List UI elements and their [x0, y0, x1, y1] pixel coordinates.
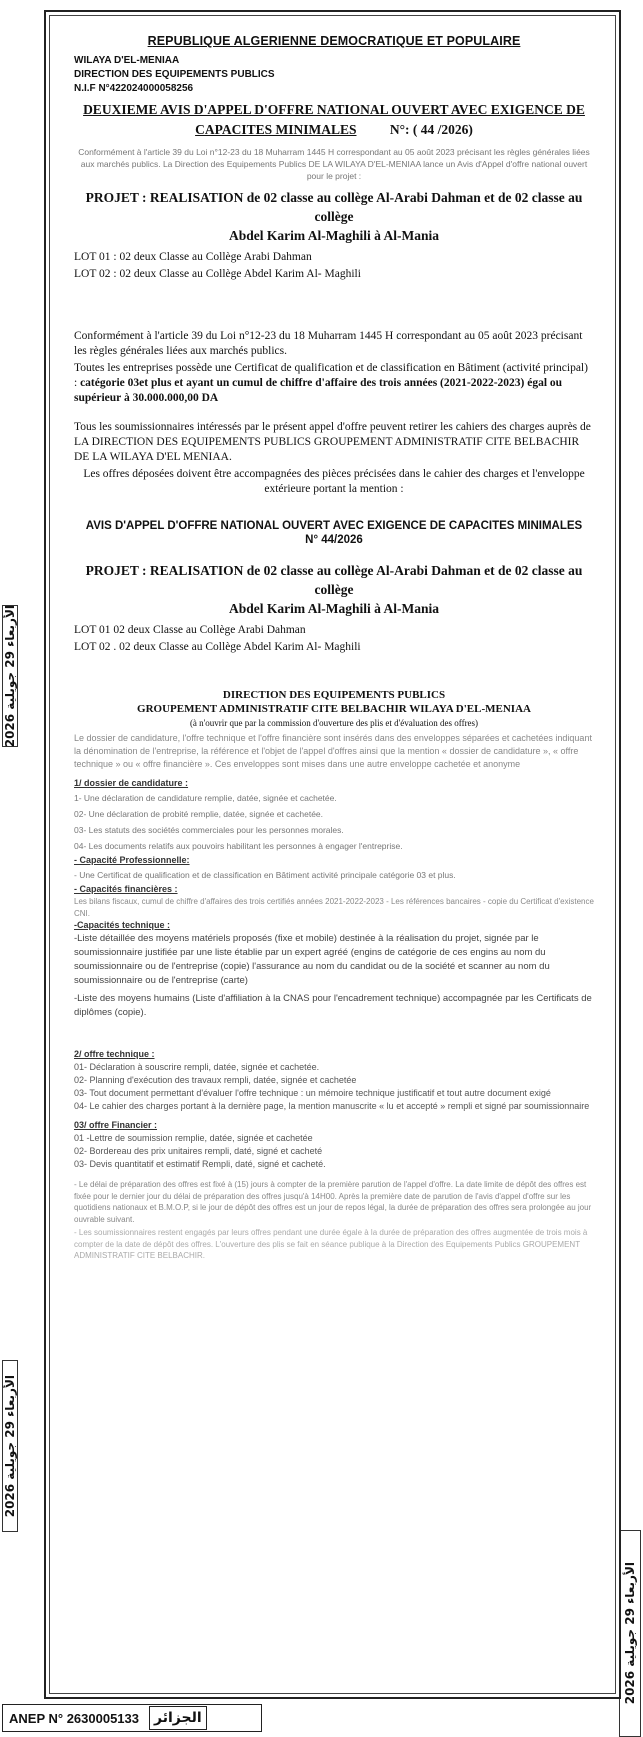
lot-item: LOT 01 : 02 deux Classe au Collège Arabi Dahman	[74, 251, 312, 263]
project-line2: Abdel Karim Al-Maghili à Al-Mania	[228, 601, 439, 616]
project-line2: Abdel Karim Al-Maghili à Al-Mania	[228, 228, 439, 243]
notice-number: N°: ( 44 /2026)	[389, 122, 473, 137]
list-item: 01- Déclaration à souscrire rempli, datée, signée et cachetée.	[74, 1062, 320, 1072]
list-item: 04- Le cahier des charges portant à la dernière page, la mention manuscrite « lu et accepté » rempli et signé par soumissionnaire	[74, 1101, 590, 1111]
technical-offer-section	[74, 1048, 594, 1113]
capacity-tech-text: -Liste détaillée des moyens matériels proposés (fixe et mobile) destinée à la réalisation du projet, signée par le soumissionnaire justifiée par une liste établie par un expert agréé (engins de catégorie de ces engins au nom du soumissionnaire ou de l'entreprise (copie) l'assurance au nom du candidat ou de la société et scanner au nom du soumissionnaire ou de l'entreprise (carte)	[74, 933, 550, 986]
list-item: 01 -Lettre de soumission remplie, datée, signée et cachetée	[74, 1133, 313, 1143]
date-stamp-text: الأربعاء 29 جويلية 2026	[3, 604, 17, 748]
lot-item: LOT 01 02 deux Classe au Collège Arabi Dahman	[74, 624, 306, 636]
eligibility-bold: catégorie 03et plus et ayant un cumul de chiffre d'affaire des trois années (2021-2022-2023) égal ou supérieur à 30.000.000,00 DA	[74, 377, 563, 404]
direction-block	[74, 688, 594, 730]
notice-subtitle	[74, 120, 594, 140]
intro-paragraph: Conformément à l'article 39 du Loi n°12-23 du 18 Muharram 1445 H correspondant au 05 août 2023 précisant les règles générales liées aux marchés publics. La Direction des Equipements Publics DE LA WILAYA D'EL-MENIAA lance un Avis d'Appel d'offre national ouvert pour le projet :	[78, 147, 590, 181]
capacity-pro-text: - Une Certificat de qualification et de classification en Bâtiment activité principale catégorie 03 et plus.	[74, 870, 456, 880]
notice-title: DEUXIEME AVIS D'APPEL D'OFFRE NATIONAL OUVERT AVEC EXIGENCE DE	[83, 102, 585, 117]
deadline-paragraph: - Le délai de préparation des offres est fixé à (15) jours à compter de la première parution de l'appel d'offre. La date limite de dépôt des offres est fixée pour le dernier jour du délai de préparation des offres jusqu'à 14H00. Après la première date de parution de l'avis d'appel d'offre sur les quotidiens nationaux et B.M.O.P, si le jour de dépôt des offres est un jour de repos légal, la durée de préparation des offres sera prolongée au jour ouvrable suivant.	[74, 1180, 592, 1224]
wilaya: WILAYA D'EL-MENIAA	[74, 55, 180, 66]
capacity-tech-text: -Liste des moyens humains (Liste d'affiliation à la CNAS pour l'encadrement technique) accompagnée par les Certificats de diplômes (copie).	[74, 993, 592, 1018]
direction-line1: DIRECTION DES EQUIPEMENTS PUBLICS	[222, 689, 446, 701]
list-item: 04- Les documents relatifs aux pouvoirs habilitant les personnes à engager l'entreprise.	[74, 841, 403, 851]
lots-list	[74, 249, 594, 283]
list-item: 03- Tout document permettant d'évaluer l'offre technique : un mémoire technique justificatif et tout autre document exigé	[74, 1088, 551, 1098]
eligibility-paragraph	[74, 361, 594, 406]
date-stamp-right	[619, 1530, 641, 1737]
mention-paragraph: Les offres déposées doivent être accompagnées des pièces précisées dans le cahier des charges et l'enveloppe extérieure portant la mention :	[83, 468, 585, 495]
left-margin	[0, 0, 22, 1734]
anep-reference	[2, 1704, 262, 1732]
nif: N.I.F N°422024000058256	[74, 83, 194, 94]
technical-offer-title: 2/ offre technique :	[74, 1049, 155, 1059]
mention-line2: N° 44/2026	[305, 534, 363, 546]
capacity-fin-title: - Capacités financières :	[74, 884, 178, 894]
notice-content	[74, 34, 594, 1262]
list-item: 02- Planning d'exécution des travaux rempli, datée, signée et cachetée	[74, 1075, 357, 1085]
capacity-fin-text: Les bilans fiscaux, cumul de chiffre d'affaires des trois certifiés années 2021-2022-2023 - Les références bancaires - copie du Certificat d'existence CNI.	[74, 897, 594, 918]
envelopes-paragraph: Le dossier de candidature, l'offre technique et l'offre financière sont insérés dans des enveloppes séparées et cachetées indiquant la dénomination de l'entreprise, la référence et l'objet de l'appel d'offres ainsi que la mention « dossier de candidature », « offre technique » ou « offre financière ». Ces enveloppes sont mises dans une autre enveloppe cachetée et anonyme	[74, 733, 592, 769]
project-title-2	[74, 561, 594, 618]
direction-line3: (à n'ouvrir que par la commission d'ouverture des plis et d'évaluation des offres)	[189, 718, 479, 728]
title-line2: CAPACITES MINIMALES	[195, 122, 357, 137]
candidature-title: 1/ dossier de candidature :	[74, 778, 189, 788]
direction-line2: GROUPEMENT ADMINISTRATIF CITE BELBACHIR WILAYA D'EL-MENIAA	[137, 703, 531, 715]
republic-header: REPUBLIQUE ALGERIENNE DEMOCRATIQUE ET POPULAIRE	[147, 34, 521, 48]
date-stamp-text: الأربعاء 29 جويلية 2026	[623, 1562, 637, 1705]
anep-number: ANEP N° 2630005133	[9, 1710, 139, 1726]
lot-item: LOT 02 . 02 deux Classe au Collège Abdel Karim Al- Maghili	[74, 641, 361, 653]
candidature-section	[74, 777, 594, 1020]
date-stamp-upper	[2, 605, 18, 747]
date-stamp-lower	[2, 1360, 18, 1532]
eligibility-text: Toutes les entreprises possède une Certificat de qualification et de classification en Bâtiment (activité principal) :	[74, 362, 588, 389]
financial-offer-title: 03/ offre Financier :	[74, 1120, 158, 1130]
validity-paragraph: - Les soumissionnaires restent engagés par leurs offres pendant une durée égale à la durée de préparation des offres augmentée de trois mois à compter de la date de dépôt des offres. L'ouverture des plis se fait en séance publique à la Direction des Equipements Publics GROUPEMENT ADMINISTRATIF CITE BELBACHIR.	[74, 1228, 588, 1260]
financial-offer-section	[74, 1119, 594, 1171]
envelope-mention	[74, 519, 594, 547]
list-item: 03- Devis quantitatif et estimatif Rempli, daté, signé et cacheté.	[74, 1159, 326, 1169]
capacity-tech-title: -Capacités technique :	[74, 920, 171, 930]
lots-list-2	[74, 622, 594, 656]
project-line1: PROJET : REALISATION de 02 classe au collège Al-Arabi Dahman et de 02 classe au collège	[85, 563, 583, 597]
capacity-pro-title: - Capacité Professionnelle:	[74, 855, 190, 865]
list-item: 02- Une déclaration de probité remplie, datée, signée et cachetée.	[74, 809, 324, 819]
direction: DIRECTION DES EQUIPEMENTS PUBLICS	[74, 69, 275, 80]
lot-item: LOT 02 : 02 deux Classe au Collège Abdel Karim Al- Maghili	[74, 268, 361, 280]
mention-line1: AVIS D'APPEL D'OFFRE NATIONAL OUVERT AVEC EXIGENCE DE CAPACITES MINIMALES	[85, 520, 583, 532]
newspaper-logo: الجزائر	[149, 1706, 207, 1730]
notice-frame	[44, 10, 621, 1699]
date-stamp-text: الأربعاء 29 جويلية 2026	[3, 1374, 17, 1518]
issuer-block	[74, 54, 594, 96]
retrieval-paragraph: Tous les soumissionnaires intéressés par le présent appel d'offre peuvent retirer les cahiers des charges auprès de LA DIRECTION DES EQUIPEMENTS PUBLICS GROUPEMENT ADMINISTRATIF CITE BELBACHIR DE LA WILAYA D'EL MENIAA.	[74, 421, 591, 463]
project-title	[74, 188, 594, 245]
project-line1: PROJET : REALISATION de 02 classe au collège Al-Arabi Dahman et de 02 classe au collège	[85, 190, 583, 224]
list-item: 02- Bordereau des prix unitaires rempli, daté, signé et cacheté	[74, 1146, 323, 1156]
list-item: 03- Les statuts des sociétés commerciales pour les personnes morales.	[74, 825, 344, 835]
list-item: 1- Une déclaration de candidature remplie, datée, signée et cachetée.	[74, 793, 337, 803]
conformity-paragraph: Conformément à l'article 39 du Loi n°12-23 du 18 Muharram 1445 H correspondant au 05 août 2023 précisant les règles générales liées aux marchés publics.	[74, 330, 583, 357]
